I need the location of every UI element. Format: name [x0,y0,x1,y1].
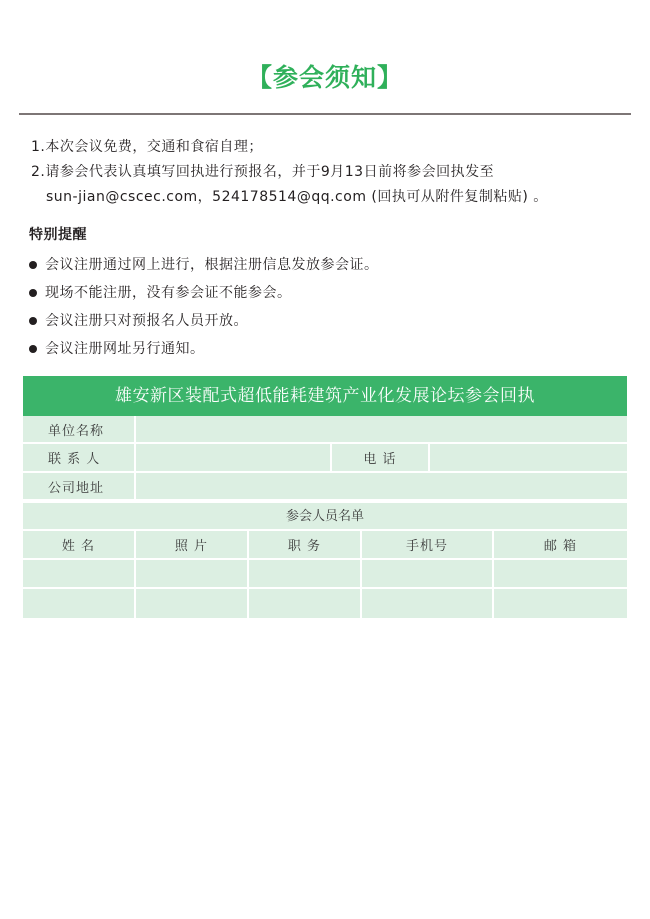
col-header-position: 职 务 [249,531,362,558]
bullet-icon [29,289,37,297]
col-header-mobile: 手机号 [362,531,494,558]
reminder-item: 会议注册网址另行通知。 [29,335,379,363]
name-cell[interactable] [23,589,136,618]
photo-cell[interactable] [136,589,249,618]
table-row [23,560,627,589]
bullet-icon [29,317,37,325]
reminder-item: 会议注册只对预报名人员开放。 [29,307,379,335]
divider [19,113,631,115]
org-row [23,416,627,444]
registration-form [23,376,627,618]
bullet-icon [29,261,37,269]
address-label: 公司地址 [23,473,136,499]
reminder-item: 现场不能注册，没有参会证不能参会。 [29,279,379,307]
phone-field[interactable] [430,444,627,471]
note-item: 1.本次会议免费，交通和食宿自理； [31,139,263,155]
reminder-title: 特别提醒 [29,227,87,243]
members-section-title: 参会人员名单 [23,503,627,531]
members-header-row [23,531,627,560]
col-header-email: 邮 箱 [543,539,578,554]
table-row [23,589,627,618]
note-item-emails: sun-jian@cscec.com，524178514@qq.com (回执可从附件复制粘贴) 。 [46,189,548,205]
position-cell[interactable] [249,589,362,618]
org-field[interactable] [136,416,627,442]
photo-cell[interactable] [136,560,249,587]
col-header-photo: 照 片 [136,531,249,558]
notes-list [31,135,548,210]
form-title: 雄安新区装配式超低能耗建筑产业化发展论坛参会回执 [23,376,627,416]
position-cell[interactable] [249,560,362,587]
email-cell[interactable] [494,589,627,618]
address-field[interactable] [136,473,627,499]
contact-field[interactable] [136,444,332,471]
reminder-list [29,251,379,363]
name-cell[interactable] [23,560,136,587]
org-label: 单位名称 [23,416,136,442]
email-cell[interactable] [494,560,627,587]
col-header-name: 姓 名 [23,531,136,558]
address-row [23,473,627,501]
reminder-item: 会议注册通过网上进行，根据注册信息发放参会证。 [29,251,379,279]
note-item: 2.请参会代表认真填写回执进行预报名，并于9月13日前将参会回执发至 [31,164,495,180]
phone-label: 电 话 [332,444,430,471]
contact-row [23,444,627,473]
mobile-cell[interactable] [362,560,494,587]
contact-label: 联 系 人 [23,444,136,471]
mobile-cell[interactable] [362,589,494,618]
page-title: 【参会须知】 [246,63,403,92]
bullet-icon [29,345,37,353]
